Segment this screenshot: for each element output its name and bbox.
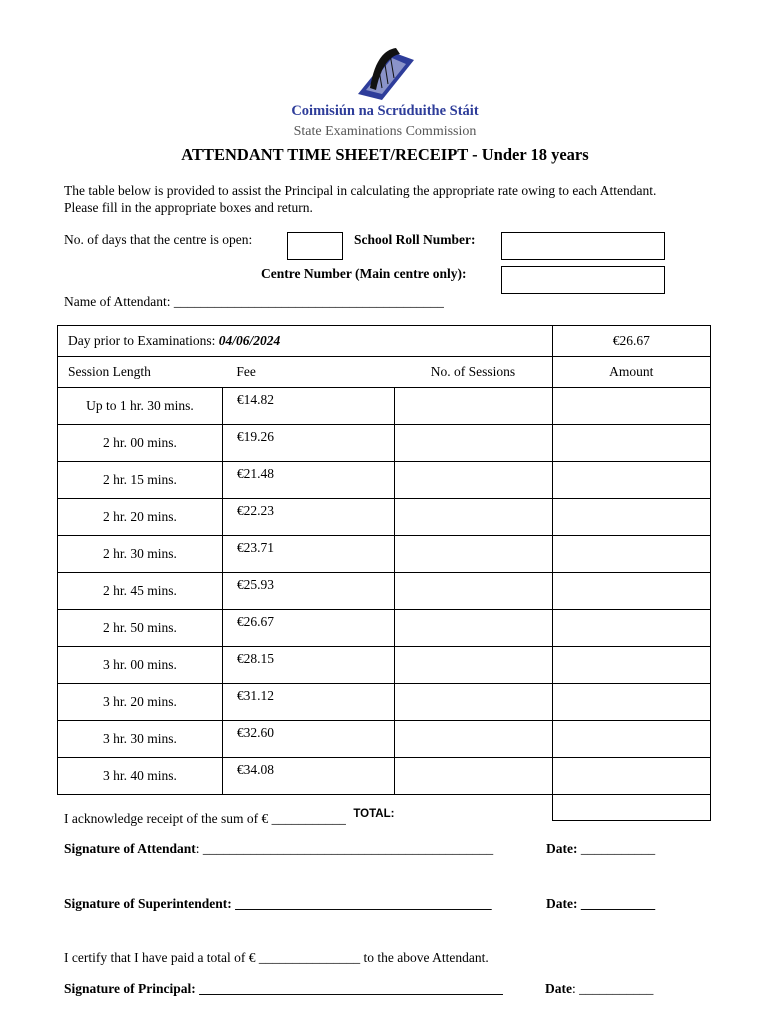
sessions-field[interactable] xyxy=(394,499,552,536)
page-title: ATTENDANT TIME SHEET/RECEIPT - Under 18 years xyxy=(181,145,589,164)
date-superintendent-row xyxy=(546,896,655,912)
sig-principal-label: Signature of Principal xyxy=(64,981,192,996)
sessions-field[interactable] xyxy=(394,425,552,462)
sig-principal-field[interactable]: : _____________________________________________ xyxy=(191,981,503,996)
col-header-sessions: No. of Sessions xyxy=(430,364,516,379)
date-principal-field[interactable]: : ___________ xyxy=(572,981,654,996)
fee-value: €21.48 xyxy=(222,462,394,499)
days-open-field[interactable] xyxy=(287,232,343,260)
fee-value: €14.82 xyxy=(222,388,394,425)
session-length: 2 hr. 45 mins. xyxy=(58,573,223,610)
sig-attendant-row xyxy=(64,841,493,857)
session-length: Up to 1 hr. 30 mins. xyxy=(58,388,223,425)
sessions-field[interactable] xyxy=(394,462,552,499)
date-attendant-row xyxy=(546,841,655,857)
centre-number-label: Centre Number (Main centre only): xyxy=(261,266,467,281)
sessions-field[interactable] xyxy=(394,758,552,795)
org-name-irish: Coimisiún na Scrúduithe Stáit xyxy=(291,103,479,119)
date-attendant-field[interactable]: ___________ xyxy=(577,841,656,856)
col-header-session-length: Session Length xyxy=(58,357,223,388)
day-prior-label: Day prior to Examinations: xyxy=(68,333,216,348)
amount-field[interactable] xyxy=(552,499,710,536)
day-prior-date: 04/06/2024 xyxy=(218,333,281,348)
table-row xyxy=(58,647,711,684)
attendant-name-label: Name of Attendant: xyxy=(64,294,171,309)
table-row xyxy=(58,536,711,573)
day-prior-amount: €26.67 xyxy=(552,326,710,357)
sessions-field[interactable] xyxy=(394,573,552,610)
amount-field[interactable] xyxy=(552,758,710,795)
table-row xyxy=(58,610,711,647)
fee-value: €28.15 xyxy=(222,647,394,684)
session-length: 3 hr. 30 mins. xyxy=(58,721,223,758)
date-principal-row xyxy=(545,981,653,997)
fee-value: €23.71 xyxy=(222,536,394,573)
table-row xyxy=(58,388,711,425)
sessions-field[interactable] xyxy=(394,721,552,758)
fee-value: €31.12 xyxy=(222,684,394,721)
days-open-label: No. of days that the centre is open: xyxy=(64,232,253,247)
sessions-field[interactable] xyxy=(394,647,552,684)
col-header-amount: Amount xyxy=(552,357,710,388)
org-name-english: State Examinations Commission xyxy=(293,124,477,139)
fee-value: €26.67 xyxy=(222,610,394,647)
centre-number-field[interactable] xyxy=(501,266,665,294)
date-superintendent-field[interactable]: ___________ xyxy=(577,896,656,911)
table-row xyxy=(58,499,711,536)
sig-principal-row xyxy=(64,981,503,997)
sessions-field[interactable] xyxy=(394,610,552,647)
total-amount-field[interactable] xyxy=(552,795,710,821)
sessions-field[interactable] xyxy=(394,536,552,573)
sig-superintendent-field[interactable]: Signature of Superintendent: ______________________________________ xyxy=(64,896,492,911)
sig-attendant-field[interactable]: : ___________________________________________ xyxy=(195,841,494,856)
amount-field[interactable] xyxy=(552,425,710,462)
harp-logo xyxy=(352,44,420,102)
col-header-fee: Fee xyxy=(236,364,256,379)
amount-field[interactable] xyxy=(552,573,710,610)
table-row xyxy=(58,425,711,462)
sessions-field[interactable] xyxy=(394,388,552,425)
session-length: 3 hr. 40 mins. xyxy=(58,758,223,795)
session-length: 2 hr. 20 mins. xyxy=(58,499,223,536)
date-superintendent-label: Date: xyxy=(546,896,578,911)
table-row xyxy=(58,721,711,758)
amount-field[interactable] xyxy=(552,721,710,758)
date-attendant-label: Date: xyxy=(546,841,578,856)
total-label: TOTAL: xyxy=(353,808,395,820)
fee-value: €32.60 xyxy=(222,721,394,758)
school-roll-label: School Roll Number: xyxy=(354,232,476,247)
day-prior-cell xyxy=(58,326,553,357)
certify-text: I certify that I have paid a total of € _______________ to the above Attendant. xyxy=(64,950,489,965)
attendant-name-field[interactable]: ________________________________________ xyxy=(173,294,444,309)
amount-field[interactable] xyxy=(552,388,710,425)
fee-value: €19.26 xyxy=(222,425,394,462)
acknowledge-text: I acknowledge receipt of the sum of € ___________ xyxy=(64,811,346,826)
date-principal-label: Date xyxy=(545,981,572,996)
amount-field[interactable] xyxy=(552,462,710,499)
session-length: 3 hr. 00 mins. xyxy=(58,647,223,684)
intro-text: The table below is provided to assist the Principal in calculating the appropriate rate owing to each Attendant. Please fill in the appropriate boxes and return. xyxy=(64,183,657,215)
amount-field[interactable] xyxy=(552,536,710,573)
session-length: 2 hr. 30 mins. xyxy=(58,536,223,573)
amount-field[interactable] xyxy=(552,647,710,684)
table-row xyxy=(58,573,711,610)
amount-field[interactable] xyxy=(552,610,710,647)
sig-attendant-label: Signature of Attendant xyxy=(64,841,196,856)
session-length: 2 hr. 00 mins. xyxy=(58,425,223,462)
sessions-field[interactable] xyxy=(394,684,552,721)
session-length: 3 hr. 20 mins. xyxy=(58,684,223,721)
amount-field[interactable] xyxy=(552,684,710,721)
fee-value: €25.93 xyxy=(222,573,394,610)
fee-table xyxy=(57,325,711,821)
table-row xyxy=(58,758,711,795)
table-row xyxy=(58,684,711,721)
school-roll-field[interactable] xyxy=(501,232,665,260)
session-length: 2 hr. 15 mins. xyxy=(58,462,223,499)
table-row xyxy=(58,462,711,499)
session-length: 2 hr. 50 mins. xyxy=(58,610,223,647)
fee-value: €34.08 xyxy=(222,758,394,795)
attendant-name-row xyxy=(64,294,444,310)
fee-value: €22.23 xyxy=(222,499,394,536)
